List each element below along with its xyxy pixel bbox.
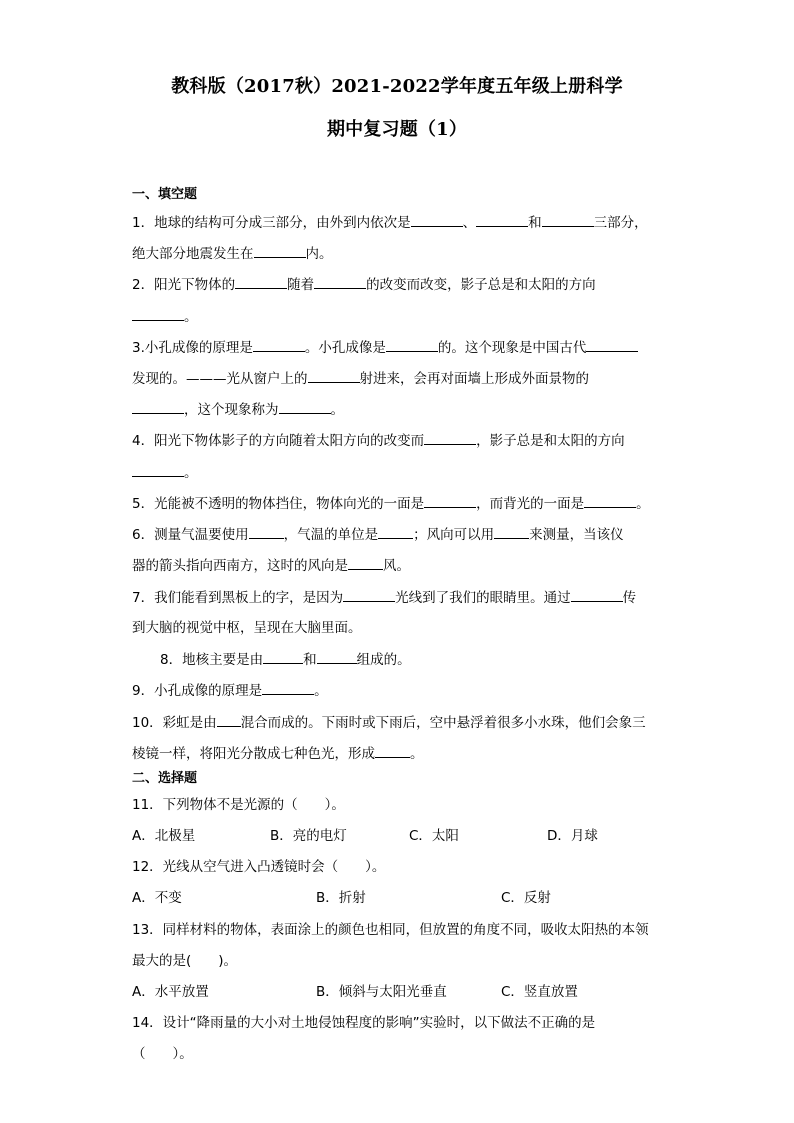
answer-blank [542, 213, 594, 227]
section-heading-multiple-choice: 二、选择题 [132, 771, 198, 786]
question-7-line-2: 到大脑的视觉中枢，呈现在大脑里面。 [132, 620, 362, 636]
answer-blank [424, 494, 476, 508]
answer-blank [375, 744, 410, 758]
option-a: A．水平放置 [132, 984, 209, 1000]
option-c: C．竖直放置 [501, 984, 578, 1000]
section-heading-fill-blank: 一、填空题 [132, 187, 198, 202]
answer-blank [584, 494, 636, 508]
option-b: B．亮的电灯 [270, 828, 347, 844]
question-4-line-2: 。 [132, 463, 198, 482]
answer-blank [217, 713, 241, 727]
page-title: 教科版（2017秋）2021-2022学年度五年级上册科学 [171, 76, 623, 97]
page-subtitle: 期中复习题（1） [326, 119, 468, 140]
question-6-line-1: 6．测量气温要使用 ，气温的单位是 ；风向可以用 来测量，当该仪 [132, 527, 624, 543]
question-3-line-1: 3.小孔成像的原理是 。小孔成像是 的。这个现象是中国古代 [132, 338, 638, 357]
question-10-line-2: 棱镜一样，将阳光分散成七种色光，形成 。 [132, 746, 424, 762]
question-13-stem-line-2: 最大的是( )。 [132, 953, 238, 969]
question-13-options [132, 983, 732, 1001]
question-4-line-1: 4．阳光下物体影子的方向随着太阳方向的改变而 ，影子总是和太阳的方向 [132, 433, 625, 449]
answer-blank [348, 556, 383, 570]
answer-blank [424, 431, 476, 445]
question-5: 5．光能被不透明的物体挡住，物体向光的一面是 ，而背光的一面是 。 [132, 496, 650, 512]
option-d: D．月球 [547, 828, 598, 844]
question-3-line-3: ，这个现象称为 。 [132, 400, 344, 419]
answer-blank [235, 275, 287, 289]
question-13-stem-line-1: 13．同样材料的物体，表面涂上的颜色也相同，但放置的角度不同，吸收太阳热的本领 [132, 922, 649, 938]
question-12-options [132, 889, 732, 907]
answer-blank [411, 213, 463, 227]
answer-blank [343, 588, 395, 602]
answer-blank [494, 525, 529, 539]
answer-blank [279, 400, 331, 414]
answer-blank [262, 681, 314, 695]
answer-blank [386, 338, 438, 352]
question-10-line-1: 10．彩虹是由 混合而成的。下雨时或下雨后，空中悬浮着很多小水珠，他们会象三 [132, 715, 646, 731]
answer-blank [132, 307, 184, 321]
question-14-stem-line-1: 14．设计“降雨量的大小对土地侵蚀程度的影响”实验时，以下做法不正确的是 [132, 1015, 596, 1031]
question-7-line-1: 7．我们能看到黑板上的字，是因为 光线到了我们的眼睛里。通过 传 [132, 590, 637, 606]
question-2-line-2: 。 [132, 307, 198, 326]
answer-blank [378, 525, 413, 539]
question-3-line-2: 发现的。———光从窗户上的 射进来，会再对面墙上形成外面景物的 [132, 371, 589, 387]
answer-blank [132, 463, 184, 477]
question-11-stem: 11．下列物体不是光源的（ ）。 [132, 797, 345, 813]
question-2-line-1: 2．阳光下物体的 随着 的改变而改变，影子总是和太阳的方向 [132, 277, 596, 293]
question-9: 9．小孔成像的原理是 。 [132, 683, 328, 699]
answer-blank [253, 338, 305, 352]
answer-blank [132, 400, 184, 414]
option-a: A．北极星 [132, 828, 196, 844]
option-a: A．不变 [132, 890, 182, 906]
answer-blank [254, 244, 306, 258]
answer-blank [263, 650, 303, 664]
question-1-line-1: 1．地球的结构可分成三部分，由外到内依次是 、 和 三部分， [132, 215, 648, 231]
question-1-line-2: 绝大部分地震发生在 内。 [132, 246, 333, 262]
question-14-stem-line-2: （ ）。 [132, 1046, 193, 1062]
answer-blank [249, 525, 284, 539]
answer-blank [571, 588, 623, 602]
answer-blank [586, 338, 638, 352]
answer-blank [314, 275, 366, 289]
question-12-stem: 12．光线从空气进入凸透镜时会（ ）。 [132, 859, 386, 875]
option-c: C．太阳 [409, 828, 459, 844]
question-8: 8．地核主要是由 和 组成的。 [160, 652, 411, 668]
option-c: C．反射 [501, 890, 551, 906]
answer-blank [317, 650, 357, 664]
option-b: B．折射 [316, 890, 366, 906]
answer-blank [476, 213, 528, 227]
question-6-line-2: 器的箭头指向西南方，这时的风向是 风。 [132, 558, 410, 574]
answer-blank [308, 369, 360, 383]
option-b: B．倾斜与太阳光垂直 [316, 984, 447, 1000]
question-11-options [132, 827, 732, 845]
